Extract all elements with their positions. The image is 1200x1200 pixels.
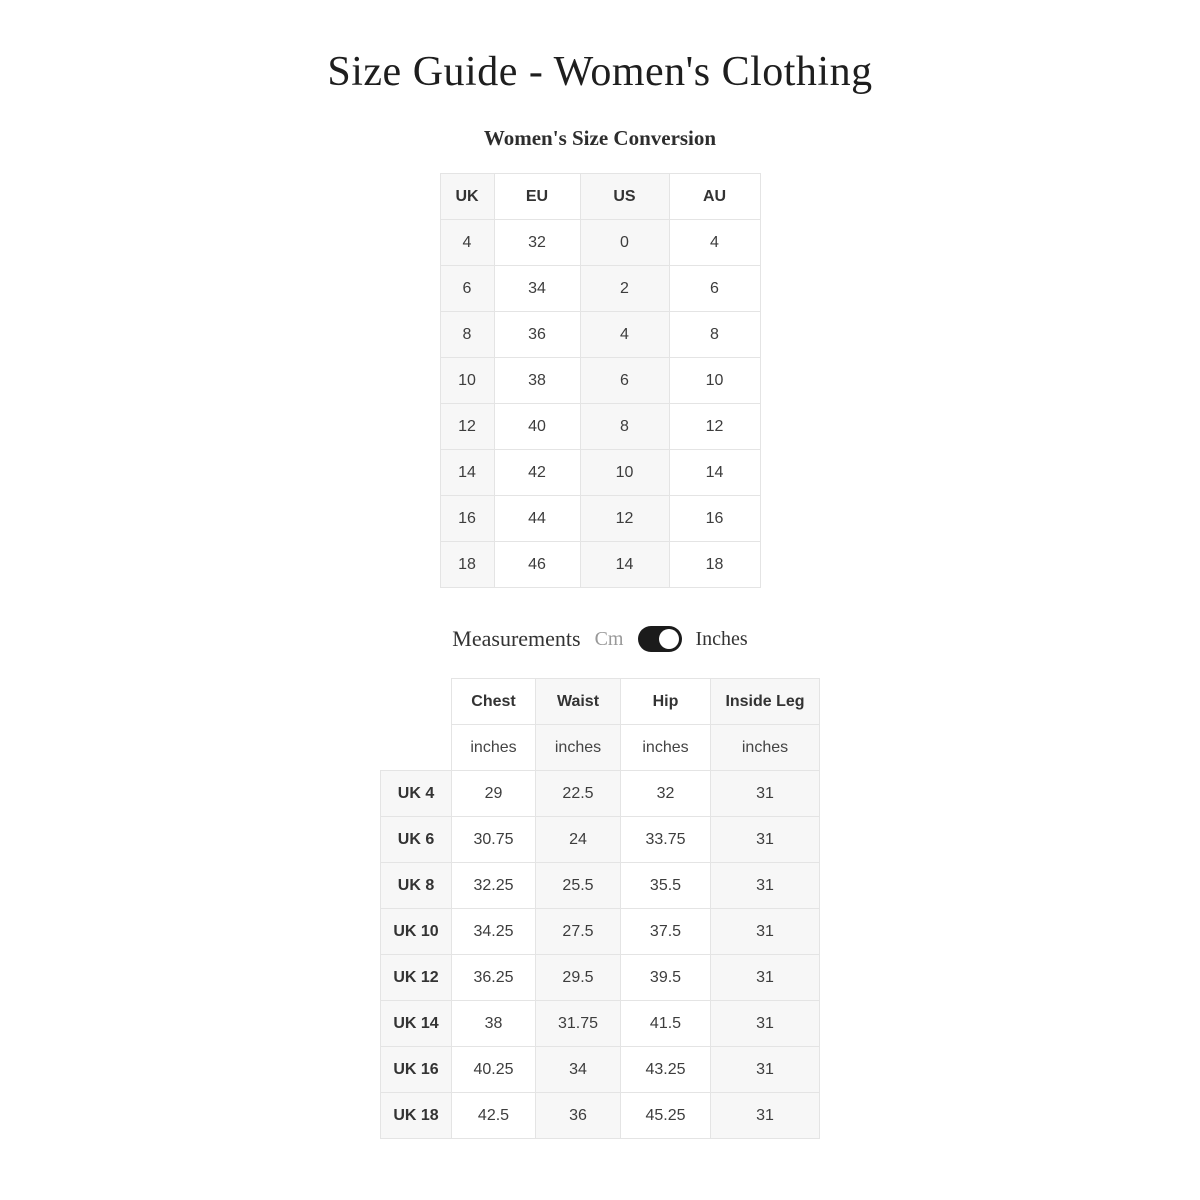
conversion-cell-eu: 42 xyxy=(494,450,580,496)
conversion-row xyxy=(440,404,760,450)
measurements-cell-hip: 33.75 xyxy=(621,817,711,863)
measurements-row xyxy=(381,817,820,863)
conversion-cell-eu: 38 xyxy=(494,358,580,404)
conversion-cell-uk: 16 xyxy=(440,496,494,542)
measurements-header-inside-leg: Inside Leg xyxy=(711,679,820,725)
measurements-cell-chest: 32.25 xyxy=(452,863,536,909)
measurements-cell-hip: 41.5 xyxy=(621,1001,711,1047)
blank-corner-cell xyxy=(381,679,452,725)
conversion-cell-us: 6 xyxy=(580,358,669,404)
measurements-cell-chest: 36.25 xyxy=(452,955,536,1001)
conversion-cell-uk: 8 xyxy=(440,312,494,358)
measurements-row-label: UK 4 xyxy=(381,771,452,817)
conversion-cell-eu: 46 xyxy=(494,542,580,588)
measurements-cell-hip: 39.5 xyxy=(621,955,711,1001)
measurements-cell-hip: 45.25 xyxy=(621,1093,711,1139)
measurements-row xyxy=(381,771,820,817)
unit-inches-label: Inches xyxy=(695,627,748,650)
conversion-cell-au: 18 xyxy=(669,542,760,588)
measurements-cell-chest: 38 xyxy=(452,1001,536,1047)
conversion-row xyxy=(440,450,760,496)
measurements-cell-inside-leg: 31 xyxy=(711,1001,820,1047)
conversion-cell-uk: 18 xyxy=(440,542,494,588)
measurements-label: Measurements xyxy=(452,626,581,651)
measurements-cell-chest: 30.75 xyxy=(452,817,536,863)
measurements-row-label: UK 18 xyxy=(381,1093,452,1139)
conversion-cell-au: 8 xyxy=(669,312,760,358)
conversion-cell-uk: 12 xyxy=(440,404,494,450)
measurements-cell-waist: 25.5 xyxy=(536,863,621,909)
measurements-cell-chest: 34.25 xyxy=(452,909,536,955)
measurements-cell-inside-leg: 31 xyxy=(711,1047,820,1093)
conversion-cell-eu: 32 xyxy=(494,220,580,266)
measurements-row xyxy=(381,1047,820,1093)
conversion-cell-us: 14 xyxy=(580,542,669,588)
conversion-cell-us: 12 xyxy=(580,496,669,542)
conversion-cell-uk: 10 xyxy=(440,358,494,404)
measurements-header-hip: Hip xyxy=(621,679,711,725)
conversion-cell-au: 14 xyxy=(669,450,760,496)
measurements-cell-waist: 27.5 xyxy=(536,909,621,955)
conversion-cell-eu: 36 xyxy=(494,312,580,358)
measurements-cell-waist: 24 xyxy=(536,817,621,863)
conversion-subtitle: Women's Size Conversion xyxy=(483,126,717,150)
measurements-unit-row xyxy=(381,725,820,771)
measurements-cell-chest: 40.25 xyxy=(452,1047,536,1093)
measurements-row xyxy=(381,955,820,1001)
conversion-header-eu: EU xyxy=(494,174,580,220)
conversion-cell-us: 8 xyxy=(580,404,669,450)
measurements-cell-hip: 37.5 xyxy=(621,909,711,955)
body-measurements-table xyxy=(380,678,820,1139)
conversion-cell-us: 10 xyxy=(580,450,669,496)
conversion-cell-us: 0 xyxy=(580,220,669,266)
blank-corner-cell xyxy=(381,725,452,771)
unit-cell-chest: inches xyxy=(452,725,536,771)
conversion-row xyxy=(440,266,760,312)
measurements-row-label: UK 12 xyxy=(381,955,452,1001)
conversion-cell-au: 10 xyxy=(669,358,760,404)
measurements-row xyxy=(381,909,820,955)
conversion-header-uk: UK xyxy=(440,174,494,220)
conversion-row xyxy=(440,312,760,358)
conversion-header-row xyxy=(440,174,760,220)
measurements-cell-chest: 42.5 xyxy=(452,1093,536,1139)
unit-toggle-switch[interactable] xyxy=(638,626,682,652)
measurements-header-chest: Chest xyxy=(452,679,536,725)
measurements-cell-inside-leg: 31 xyxy=(711,955,820,1001)
conversion-row xyxy=(440,542,760,588)
measurements-cell-hip: 32 xyxy=(621,771,711,817)
measurements-cell-waist: 22.5 xyxy=(536,771,621,817)
measurements-cell-inside-leg: 31 xyxy=(711,863,820,909)
measurements-cell-inside-leg: 31 xyxy=(711,909,820,955)
measurements-row xyxy=(381,1001,820,1047)
conversion-cell-au: 16 xyxy=(669,496,760,542)
measurements-header-row xyxy=(381,679,820,725)
measurements-cell-chest: 29 xyxy=(452,771,536,817)
conversion-cell-au: 6 xyxy=(669,266,760,312)
conversion-cell-au: 4 xyxy=(669,220,760,266)
measurements-cell-hip: 35.5 xyxy=(621,863,711,909)
conversion-cell-eu: 40 xyxy=(494,404,580,450)
conversion-table-body xyxy=(440,220,760,588)
measurements-header-waist: Waist xyxy=(536,679,621,725)
measurements-cell-waist: 29.5 xyxy=(536,955,621,1001)
conversion-cell-uk: 14 xyxy=(440,450,494,496)
measurements-row-label: UK 14 xyxy=(381,1001,452,1047)
measurements-cell-hip: 43.25 xyxy=(621,1047,711,1093)
unit-cell-waist: inches xyxy=(536,725,621,771)
measurements-row xyxy=(381,863,820,909)
toggle-knob-icon xyxy=(659,629,679,649)
measurements-row xyxy=(381,1093,820,1139)
unit-cell-hip: inches xyxy=(621,725,711,771)
measurements-row-label: UK 8 xyxy=(381,863,452,909)
page-title: Size Guide - Women's Clothing xyxy=(327,49,873,95)
conversion-header-au: AU xyxy=(669,174,760,220)
conversion-cell-uk: 6 xyxy=(440,266,494,312)
size-conversion-table xyxy=(440,173,761,588)
conversion-cell-au: 12 xyxy=(669,404,760,450)
conversion-cell-us: 2 xyxy=(580,266,669,312)
conversion-row xyxy=(440,220,760,266)
measurements-cell-inside-leg: 31 xyxy=(711,771,820,817)
conversion-cell-us: 4 xyxy=(580,312,669,358)
measurements-cell-inside-leg: 31 xyxy=(711,1093,820,1139)
measurements-row-label: UK 6 xyxy=(381,817,452,863)
conversion-cell-eu: 34 xyxy=(494,266,580,312)
unit-cm-label: Cm xyxy=(594,627,624,650)
conversion-row xyxy=(440,358,760,404)
measurements-cell-waist: 34 xyxy=(536,1047,621,1093)
conversion-cell-eu: 44 xyxy=(494,496,580,542)
conversion-row xyxy=(440,496,760,542)
measurements-row-label: UK 10 xyxy=(381,909,452,955)
measurements-cell-inside-leg: 31 xyxy=(711,817,820,863)
conversion-header-us: US xyxy=(580,174,669,220)
measurements-cell-waist: 36 xyxy=(536,1093,621,1139)
measurements-cell-waist: 31.75 xyxy=(536,1001,621,1047)
measurements-toggle-row xyxy=(0,626,1200,652)
unit-cell-inside-leg: inches xyxy=(711,725,820,771)
conversion-cell-uk: 4 xyxy=(440,220,494,266)
measurements-row-label: UK 16 xyxy=(381,1047,452,1093)
measurements-table-body xyxy=(381,771,820,1139)
